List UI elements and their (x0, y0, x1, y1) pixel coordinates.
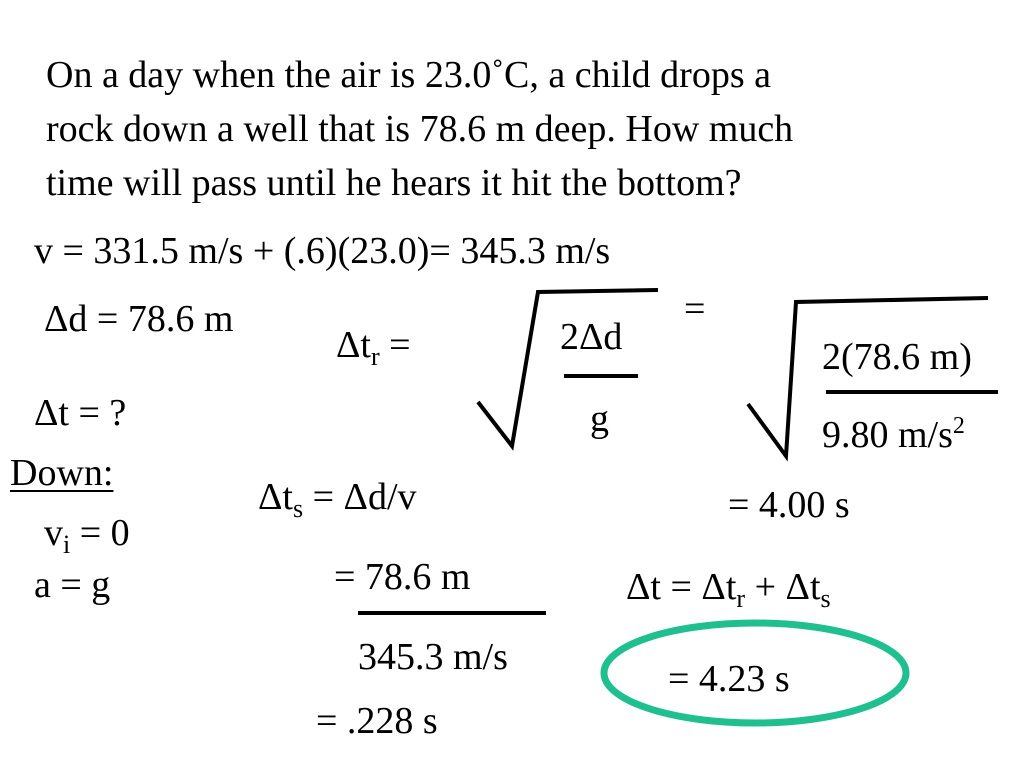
sound-subscript: s (293, 494, 304, 523)
sound-result: = .228 s (316, 700, 438, 742)
rise-result: = 4.00 s (728, 484, 850, 526)
total-sub-r: r (736, 584, 746, 613)
velocity-equation: v = 331.5 m/s + (.6)(23.0)= 345.3 m/s (34, 230, 611, 272)
down-heading: Down: (10, 452, 114, 494)
sound-numerator: = 78.6 m (334, 556, 471, 598)
total-plus: + Δt (745, 566, 821, 608)
rise-value-den-exponent: 2 (952, 413, 965, 439)
given-delta-t: Δt = ? (34, 392, 127, 434)
vi-value: = 0 (70, 512, 130, 554)
problem-line-3: time will pass until he hears it hit the bottom? (46, 162, 742, 204)
radical-sign-right (748, 298, 988, 456)
sound-delta-t: Δt (258, 476, 293, 518)
rise-subscript: r (371, 342, 380, 371)
rise-value-numerator: 2(78.6 m) (822, 336, 972, 378)
total-sub-s: s (820, 584, 831, 613)
answer-highlight-ellipse (604, 623, 906, 723)
sound-rhs: = Δd/v (303, 476, 417, 518)
given-acceleration: a = g (34, 564, 111, 606)
radical-sign-left (478, 290, 658, 446)
vi-symbol: v (44, 512, 63, 554)
vi-subscript: i (63, 530, 71, 559)
given-delta-d: Δd = 78.6 m (44, 298, 234, 340)
rise-second-equals: = (684, 288, 706, 330)
rise-denominator: g (590, 398, 609, 440)
rise-delta-t: Δt (336, 324, 371, 366)
total-delta-t: Δt = Δt (626, 566, 737, 608)
rise-numerator: 2Δd (560, 316, 623, 358)
final-answer: = 4.23 s (668, 658, 790, 700)
problem-line-2: rock down a well that is 78.6 m deep. How much (46, 108, 794, 150)
sound-denominator: 345.3 m/s (358, 636, 508, 678)
rise-equals: = (379, 324, 411, 366)
rise-value-den-text: 9.80 m/s (822, 414, 953, 456)
problem-line-1: On a day when the air is 23.0˚C, a child drops a (46, 54, 771, 96)
